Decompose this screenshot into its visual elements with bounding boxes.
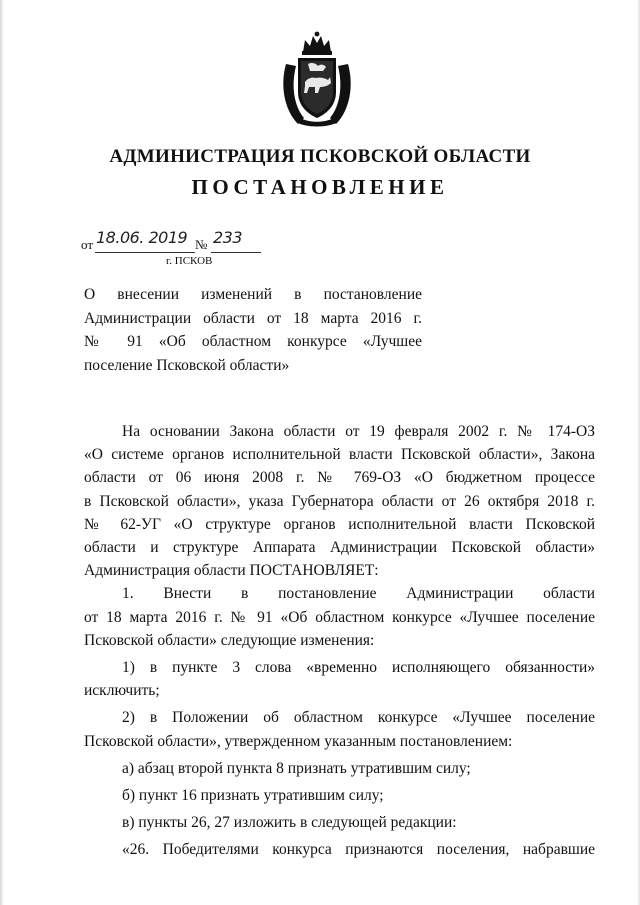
body-line: в) пункты 26, 27 изложить в следующей редакции: (122, 814, 457, 832)
document-type-title: ПОСТАНОВЛЕНИЕ (191, 175, 449, 199)
body-line: от 18 марта 2016 г. № 91 «Об областном конкурсе «Лучшее поселение (84, 608, 595, 626)
date-number-line (81, 230, 281, 254)
body-line: в Псковской области», указа Губернатора области от 26 октября 2018 г. (84, 492, 595, 510)
coat-of-arms-emblem (278, 30, 356, 130)
document-body (84, 420, 595, 862)
subject-line: О внесении изменений в постановление (84, 286, 422, 303)
subject-line: № 91 «Об областном конкурсе «Лучшее (84, 333, 422, 350)
body-line: а) абзац второй пункта 8 признать утратившим силу; (122, 759, 471, 777)
body-line: области от 06 июня 2008 г. № 769-ОЗ «О бюджетном процессе (84, 469, 595, 487)
body-line: 2) в Положении об областном конкурсе «Лучшее поселение (122, 709, 595, 727)
date-underline (95, 252, 195, 253)
body-line: № 62-УГ «О структуре органов исполнительной власти Псковской (84, 515, 595, 533)
number-label: № (195, 237, 208, 252)
body-line: «О системе органов исполнительной власти Псковской области», Закона (84, 446, 595, 464)
number-underline (211, 252, 261, 253)
body-line: Псковской области», утвержденном указанным постановлением: (84, 732, 513, 750)
body-line: области и структуре Аппарата Администрации Псковской области» (84, 539, 595, 557)
city-label: г. ПСКОВ (166, 255, 213, 267)
subject-line: поселение Псковской области» (84, 356, 290, 374)
body-line: 1. Внести в постановление Администрации области (122, 585, 595, 603)
scan-edge-left (0, 0, 4, 905)
document-subject (84, 283, 422, 377)
body-line: исключить; (84, 682, 160, 700)
handwritten-number: 233 (213, 228, 243, 247)
date-from-label: от (81, 237, 94, 252)
body-line: б) пункт 16 признать утратившим силу; (122, 787, 384, 805)
body-line: Псковской области» следующие изменения: (84, 631, 375, 649)
handwritten-date: 18.06. 2019 (96, 228, 188, 247)
subject-line: Администрации области от 18 марта 2016 г. (84, 309, 422, 327)
body-line: Администрация области ПОСТАНОВЛЯЕТ: (84, 562, 379, 580)
body-line: 1) в пункте 3 слова «временно исполняющего обязанности» (122, 659, 595, 677)
body-line: «26. Победителями конкурса признаются поселения, набравшие (122, 841, 595, 859)
organization-title: АДМИНИСТРАЦИЯ ПСКОВСКОЙ ОБЛАСТИ (109, 146, 531, 167)
body-line: На основании Закона области от 19 февраля 2002 г. № 174-ОЗ (122, 423, 595, 440)
